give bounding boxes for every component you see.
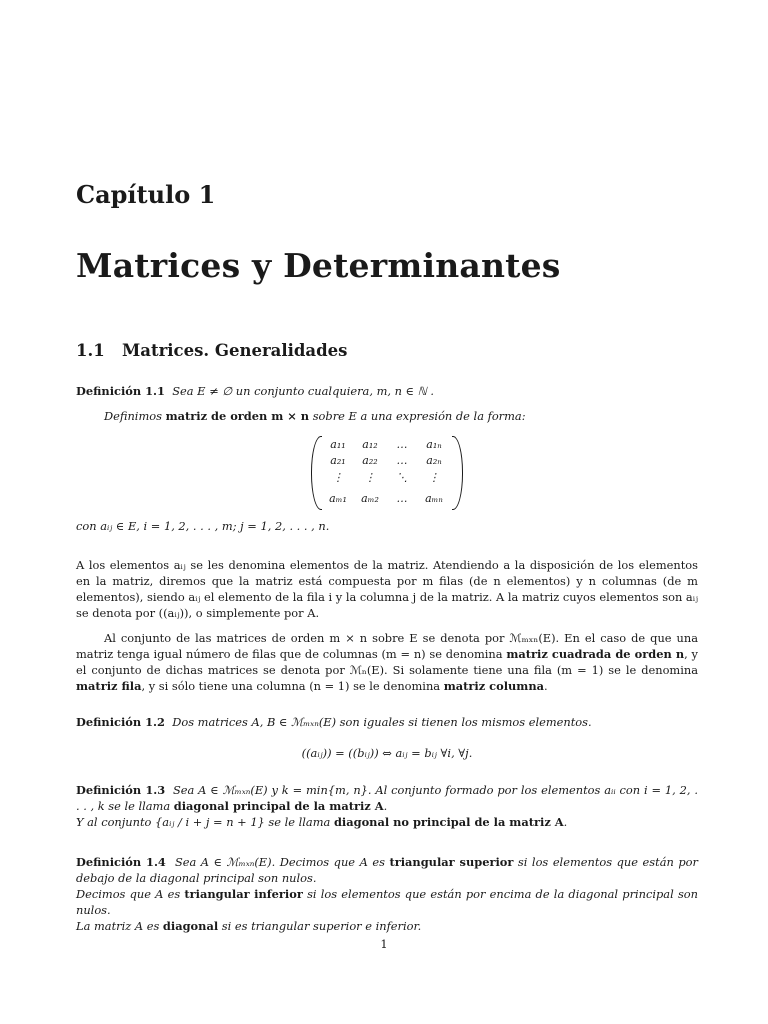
text-span: si los elementos que están por debajo de la diagonal principal son nulos.	[76, 855, 698, 885]
text-span: sobre E a una expresión de la forma:	[309, 409, 526, 423]
text-span: Al conjunto de las matrices de orden m × n sobre E se denota por ℳₘₓₙ(E). En el caso de que una matriz tenga igual número de filas que de columnas (m = n) se denomina	[76, 631, 698, 661]
paragraph-elements: A los elementos aᵢⱼ se les denomina elementos de la matriz. Atendiendo a la disposición de los elementos en la matriz, diremos que la matriz está compuesta por m filas (de n elementos) y n columnas (de m elementos), siendo aᵢⱼ el elemento de la fila i y la columna j de la matriz. A la matriz cuyos elementos son aᵢⱼ se denota por ((aᵢⱼ)), o simplemente por A.	[76, 558, 698, 620]
paragraph-matrix-sets	[76, 630, 698, 694]
text-span: , y el conjunto de dichas matrices se denota por ℳₙ(E). Si solamente tiene una fila (m = 1) se le denomina	[76, 647, 698, 677]
bold-term: triangular inferior	[184, 887, 303, 901]
matrix-cell: a₂₁	[330, 454, 346, 467]
definition-text: Dos matrices A, B ∈ ℳₘₓₙ(E) son iguales si tienen los mismos elementos.	[172, 715, 592, 729]
right-parenthesis	[452, 436, 463, 510]
matrix-cell: …	[396, 454, 408, 467]
definition-1-4	[76, 854, 698, 934]
matrix-cell: a₂₂	[362, 454, 378, 467]
text-span: si es triangular superior e inferior.	[218, 919, 422, 933]
bold-term: matriz columna	[443, 679, 545, 693]
matrix-cell: ⋮	[332, 471, 344, 484]
text-span: si los elementos que están por encima de la diagonal principal son nulos.	[76, 887, 698, 917]
matrix-display	[311, 436, 463, 510]
definition-label: Definición 1.3	[76, 783, 166, 797]
definition-1-3	[76, 782, 698, 830]
matrix-cell: …	[396, 438, 408, 451]
equality-formula: ((aᵢⱼ)) = ((bᵢⱼ)) ⇔ aᵢⱼ = bᵢⱼ ∀i, ∀j.	[301, 746, 473, 760]
matrix-cell: aₘ₁	[329, 492, 347, 505]
matrix-cell: a₁ₙ	[426, 438, 442, 451]
bold-term: matriz cuadrada de orden n	[506, 647, 685, 661]
bold-term: diagonal	[162, 919, 219, 933]
matrix-cell: ⋮	[428, 471, 440, 484]
matrix-cell: aₘₙ	[425, 492, 443, 505]
text-span: Sea A ∈ ℳₘₓₙ(E) y k = min{m, n}. Al conjunto formado por los elementos aᵢᵢ con i = 1, 2, . . . , k se le llama	[76, 783, 698, 813]
bold-term: matriz de orden m × n	[165, 409, 310, 423]
matrix-cell: a₂ₙ	[426, 454, 442, 467]
index-range-line: con aᵢⱼ ∈ E, i = 1, 2, . . . , m; j = 1, 2, . . . , n.	[76, 519, 330, 533]
definition-1-2	[76, 714, 698, 730]
matrix-cell: ⋱	[396, 471, 408, 484]
bold-term: diagonal principal de la matriz A	[173, 799, 384, 813]
matrix-cell: a₁₁	[330, 438, 346, 451]
definition-label: Definición 1.1	[76, 384, 165, 398]
left-parenthesis	[311, 436, 322, 510]
chapter-title: Matrices y Determinantes	[76, 246, 561, 285]
matrix-cell: ⋮	[364, 471, 376, 484]
text-span: Y al conjunto {aᵢⱼ / i + j = n + 1} se le llama	[76, 815, 334, 829]
section-number: 1.1	[76, 341, 105, 360]
section-title: Matrices. Generalidades	[122, 341, 348, 360]
text-span: Sea A ∈ ℳₘₓₙ(E). Decimos que A es	[174, 855, 390, 869]
page-number: 1	[380, 937, 388, 951]
text-span: Decimos que A es	[76, 887, 185, 901]
matrix-cell: aₘ₂	[361, 492, 379, 505]
text-span: , y si sólo tiene una columna (n = 1) se le denomina	[141, 679, 444, 693]
definition-1-1-line2	[76, 408, 698, 424]
bold-term: triangular superior	[389, 855, 514, 869]
text-span: La matriz A es	[76, 919, 163, 933]
section-heading	[76, 341, 347, 360]
definition-text: Sea E ≠ ∅ un conjunto cualquiera, m, n ∈ ℕ .	[172, 384, 434, 398]
text-span: Definimos	[104, 409, 166, 423]
definition-label: Definición 1.4	[76, 855, 166, 869]
bold-term: matriz fila	[76, 679, 142, 693]
bold-term: diagonal no principal de la matriz A	[333, 815, 564, 829]
text-span: .	[544, 679, 548, 693]
definition-label: Definición 1.2	[76, 715, 165, 729]
chapter-label: Capítulo 1	[76, 180, 216, 209]
matrix-cell: …	[396, 492, 408, 505]
matrix-cell: a₁₂	[362, 438, 378, 451]
definition-1-1	[76, 383, 698, 399]
text-span: .	[383, 799, 388, 813]
text-span: .	[563, 815, 568, 829]
